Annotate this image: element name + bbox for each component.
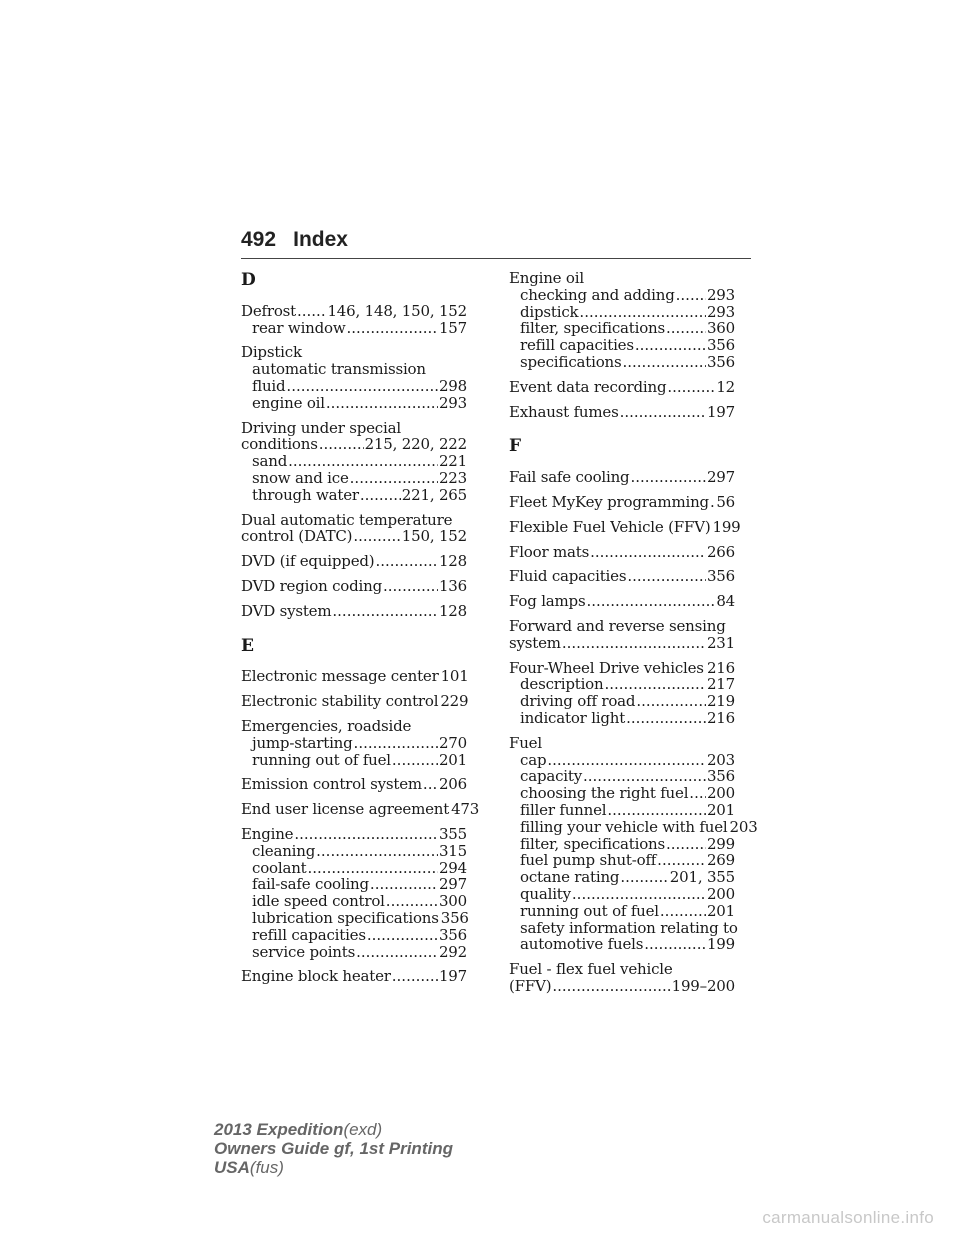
dot-leader — [622, 354, 705, 371]
dot-leader — [297, 303, 326, 320]
index-subentry — [509, 836, 735, 853]
page-reference[interactable]: 84 — [716, 592, 735, 611]
dot-leader — [294, 826, 438, 843]
page-reference[interactable]: 199–200 — [671, 976, 735, 995]
index-subentry — [509, 710, 735, 727]
index-term: control (DATC) — [241, 527, 353, 546]
index-term: DVD region coding — [241, 576, 382, 595]
index-term-line — [241, 693, 467, 710]
index-subentry — [241, 487, 467, 504]
index-subentry — [241, 876, 467, 893]
index-term: Engine — [241, 824, 294, 843]
index-entry — [509, 469, 735, 486]
page-reference[interactable]: 229 — [440, 692, 469, 711]
page-reference[interactable]: 294 — [438, 858, 467, 877]
index-term-line — [241, 968, 467, 985]
index-subentry — [509, 693, 735, 710]
page-reference[interactable]: 300 — [438, 892, 467, 911]
index-term: filter, specifications — [520, 834, 665, 853]
index-term: lubrication specifications — [252, 908, 439, 927]
index-entry — [241, 800, 480, 819]
footer-model-code: (exd) — [343, 1120, 383, 1139]
index-term: DVD (if equipped) — [241, 552, 375, 571]
index-term-line — [241, 303, 467, 320]
index-term-line — [509, 270, 735, 287]
index-term: system — [509, 633, 561, 652]
index-subentry — [241, 735, 467, 752]
index-term: sand — [252, 452, 288, 471]
index-subentry — [241, 893, 467, 910]
footer-model: 2013 Expedition — [214, 1120, 344, 1139]
index-entry — [509, 544, 735, 561]
index-term-line — [509, 517, 741, 536]
dot-leader — [547, 752, 706, 769]
page-header — [241, 228, 751, 252]
index-term: fail-safe cooling — [252, 875, 369, 894]
page-reference[interactable]: 157 — [438, 318, 467, 337]
index-entry — [241, 553, 467, 570]
index-term: Fleet MyKey programming — [509, 492, 709, 511]
index-term: (FFV) — [509, 976, 552, 995]
index-subentry — [509, 869, 735, 886]
page-reference[interactable]: 101 — [440, 667, 469, 686]
index-subentry — [509, 785, 735, 802]
index-entry — [241, 668, 467, 685]
index-term: idle speed control — [252, 892, 385, 911]
index-entry — [509, 593, 735, 610]
index-term: Electronic message center — [241, 667, 439, 686]
index-term-line — [241, 776, 467, 793]
index-subentry — [509, 817, 758, 836]
dot-leader — [286, 378, 438, 395]
index-subentry — [509, 676, 735, 693]
dot-leader — [370, 876, 438, 893]
page-reference[interactable]: 293 — [706, 285, 735, 304]
index-term-line — [509, 404, 735, 421]
index-entry — [509, 660, 735, 727]
index-term: End user license agreement — [241, 800, 450, 819]
dot-leader — [644, 936, 706, 953]
index-subentry — [509, 802, 735, 819]
dot-leader — [332, 603, 438, 620]
index-subentry — [241, 395, 467, 412]
dot-leader — [657, 852, 706, 869]
page-reference[interactable]: 206 — [438, 775, 467, 794]
dot-leader — [620, 869, 668, 886]
index-term-line — [241, 553, 467, 570]
index-subentry — [509, 354, 735, 371]
index-term-line — [241, 512, 467, 529]
index-term: refill capacities — [252, 925, 366, 944]
dot-leader — [354, 735, 438, 752]
page-reference[interactable]: 356 — [440, 908, 469, 927]
page-reference[interactable]: 203 — [706, 750, 735, 769]
index-term-line — [509, 379, 735, 396]
index-term: Engine oil — [509, 269, 584, 287]
dot-leader — [316, 843, 438, 860]
index-term: coolant — [252, 858, 307, 877]
index-term: Fluid capacities — [509, 567, 627, 586]
section-letter: E — [241, 635, 254, 656]
index-subentry — [241, 470, 467, 487]
page-reference[interactable]: 217 — [706, 675, 735, 694]
index-term: Forward and reverse sensing — [509, 616, 726, 635]
index-term-line — [509, 544, 735, 561]
index-term-line — [509, 660, 735, 677]
index-term: safety information relating to — [520, 918, 738, 937]
page-reference[interactable]: 269 — [706, 851, 735, 870]
index-entry — [509, 733, 758, 954]
index-term: running out of fuel — [252, 750, 391, 769]
page-reference[interactable]: 197 — [438, 967, 467, 986]
index-subentry — [241, 378, 467, 395]
index-subentry — [509, 304, 735, 321]
dot-leader — [288, 453, 438, 470]
index-subentry — [509, 320, 735, 337]
page-reference[interactable]: 356 — [706, 567, 735, 586]
index-subentry — [509, 752, 735, 769]
index-term-line — [241, 344, 467, 361]
footer-market-code: (fus) — [249, 1158, 284, 1177]
dot-leader — [319, 436, 364, 453]
index-subentry — [241, 843, 467, 860]
footer-market: USA — [214, 1158, 250, 1177]
index-term-line — [509, 469, 735, 486]
index-subentry — [509, 337, 735, 354]
dot-leader — [392, 968, 438, 985]
index-entry — [241, 420, 467, 504]
index-entry — [241, 826, 467, 960]
index-subentry — [241, 910, 467, 927]
page-reference[interactable]: 201 — [706, 901, 735, 920]
page-reference[interactable]: 200 — [706, 784, 735, 803]
index-term: fuel pump shut-off — [520, 851, 657, 870]
index-term-line — [241, 436, 467, 453]
page-reference[interactable]: 356 — [706, 767, 735, 786]
dot-leader — [710, 494, 715, 511]
index-term: Defrost — [241, 301, 296, 320]
index-term: engine oil — [252, 393, 325, 412]
index-term-line — [509, 568, 735, 585]
index-term: choosing the right fuel — [520, 784, 689, 803]
index-entry — [241, 718, 467, 768]
dot-leader — [326, 395, 438, 412]
index-term: Driving under special — [241, 418, 401, 437]
index-entry — [509, 517, 741, 536]
index-term-line — [241, 420, 467, 437]
index-term: Engine block heater — [241, 967, 391, 986]
index-term-line — [241, 528, 467, 545]
page-reference[interactable]: 221 — [438, 452, 467, 471]
page-reference[interactable]: 355 — [438, 824, 467, 843]
page-reference[interactable]: 298 — [438, 376, 467, 395]
index-term: fluid — [252, 376, 286, 395]
index-term: conditions — [241, 435, 318, 454]
dot-leader — [630, 469, 706, 486]
index-entry — [509, 961, 735, 995]
index-term: Event data recording — [509, 377, 667, 396]
index-subentry — [241, 944, 467, 961]
index-term: rear window — [252, 318, 346, 337]
dot-leader — [552, 978, 670, 995]
index-term-line — [241, 603, 467, 620]
page-reference[interactable]: 293 — [706, 302, 735, 321]
index-term: Emergencies, roadside — [241, 716, 412, 735]
page-reference[interactable]: 219 — [706, 692, 735, 711]
index-term: dipstick — [520, 302, 579, 321]
page-reference[interactable]: 360 — [706, 319, 735, 338]
page-reference[interactable]: 56 — [716, 492, 735, 511]
index-column-right — [509, 269, 758, 995]
index-term-line — [509, 618, 735, 635]
index-entry — [509, 379, 735, 396]
page-reference[interactable]: 223 — [438, 468, 467, 487]
page-reference[interactable]: 297 — [438, 875, 467, 894]
index-term: DVD system — [241, 601, 332, 620]
watermark: carmanualsonline.info — [762, 1208, 934, 1227]
index-entry — [509, 494, 735, 511]
dot-leader — [383, 578, 438, 595]
index-term: Floor mats — [509, 542, 590, 561]
page-reference[interactable]: 203 — [729, 817, 758, 836]
page-reference[interactable]: 356 — [438, 925, 467, 944]
page-reference[interactable]: 266 — [706, 542, 735, 561]
index-entry — [241, 603, 467, 620]
index-term: Dipstick — [241, 343, 302, 362]
index-term-line — [509, 635, 735, 652]
index-entry — [241, 303, 467, 337]
index-entry — [241, 344, 467, 411]
page-reference[interactable]: 128 — [438, 552, 467, 571]
dot-leader — [562, 635, 706, 652]
index-term: Fail safe cooling — [509, 468, 630, 487]
dot-leader — [360, 487, 401, 504]
page-reference[interactable]: 136 — [438, 576, 467, 595]
index-term: Dual automatic temperature — [241, 510, 453, 529]
page-reference[interactable]: 216 — [706, 658, 735, 677]
page-reference[interactable]: 201, 355 — [669, 868, 735, 887]
section-letter: D — [241, 270, 256, 290]
page-reference[interactable]: 146, 148, 150, 152 — [327, 301, 467, 320]
dot-leader — [667, 379, 715, 396]
index-entry — [509, 270, 735, 371]
index-term: indicator light — [520, 708, 626, 727]
index-term-line — [241, 800, 480, 819]
index-term: refill capacities — [520, 336, 634, 355]
dot-leader — [392, 752, 438, 769]
dot-leader — [620, 404, 706, 421]
index-subentry — [509, 886, 735, 903]
index-term: Fog lamps — [509, 592, 586, 611]
dot-leader — [627, 568, 706, 585]
index-term-line — [509, 494, 735, 511]
index-term-line — [241, 718, 467, 735]
page-reference[interactable]: 315 — [438, 841, 467, 860]
index-term: running out of fuel — [520, 901, 659, 920]
index-term-line — [241, 826, 467, 843]
page-title: Index — [293, 228, 348, 251]
index-term: automatic transmission — [252, 360, 426, 379]
dot-leader — [350, 470, 438, 487]
index-term-line — [509, 735, 735, 752]
index-entry — [241, 512, 467, 546]
index-term: Exhaust fumes — [509, 402, 619, 421]
index-entry — [509, 568, 735, 585]
index-term: Electronic stability control — [241, 692, 439, 711]
dot-leader — [386, 893, 438, 910]
index-subentry — [241, 320, 467, 337]
index-term: checking and adding — [520, 285, 675, 304]
index-term: Fuel - flex fuel vehicle — [509, 960, 673, 979]
index-term: filling your vehicle with fuel — [520, 817, 728, 836]
document-footer — [214, 1120, 453, 1177]
page-reference[interactable]: 150, 152 — [401, 527, 467, 546]
section-letter: F — [509, 436, 521, 457]
index-entry — [241, 968, 467, 985]
index-entry — [509, 618, 735, 652]
dot-leader — [666, 836, 706, 853]
page-reference[interactable]: 292 — [438, 942, 467, 961]
dot-leader — [666, 320, 706, 337]
dot-leader — [308, 860, 438, 877]
index-term: Emission control system — [241, 775, 422, 794]
footer-guide: Owners Guide gf, 1st Printing — [214, 1139, 453, 1158]
index-subentry — [241, 927, 467, 944]
index-subentry — [509, 852, 735, 869]
index-term: Fuel — [509, 733, 542, 752]
page-reference[interactable]: 201 — [438, 750, 467, 769]
page-reference[interactable]: 356 — [706, 336, 735, 355]
index-term: capacity — [520, 767, 582, 786]
page-reference[interactable]: 216 — [706, 708, 735, 727]
dot-leader — [607, 802, 706, 819]
page-reference[interactable]: 293 — [438, 393, 467, 412]
index-term: quality — [520, 884, 571, 903]
dot-leader — [676, 287, 706, 304]
index-entry — [241, 578, 467, 595]
index-term: driving off road — [520, 692, 636, 711]
index-subentry — [509, 903, 735, 920]
index-term-line — [241, 578, 467, 595]
index-subentry — [509, 936, 735, 953]
page-reference[interactable]: 231 — [706, 633, 735, 652]
page-reference[interactable]: 473 — [451, 800, 480, 819]
index-entry — [241, 776, 467, 793]
index-term: Flexible Fuel Vehicle (FFV) — [509, 517, 711, 536]
index-term: Four-Wheel Drive vehicles — [509, 658, 704, 677]
page-reference[interactable]: 197 — [706, 402, 735, 421]
page-reference[interactable]: 270 — [438, 733, 467, 752]
index-subentry — [241, 752, 467, 769]
index-subentry — [241, 860, 467, 877]
index-term: description — [520, 675, 604, 694]
index-term: through water — [252, 485, 359, 504]
index-subentry — [241, 361, 467, 378]
index-term-line — [241, 668, 467, 685]
page-reference[interactable]: 12 — [716, 377, 735, 396]
dot-leader — [636, 693, 706, 710]
page-reference[interactable]: 221, 265 — [401, 485, 467, 504]
index-subentry — [509, 768, 735, 785]
page-reference[interactable]: 200 — [706, 884, 735, 903]
index-term-line — [509, 978, 735, 995]
page-number: 492 — [241, 228, 277, 251]
index-entry — [241, 693, 467, 710]
dot-leader — [356, 944, 438, 961]
dot-leader — [705, 660, 706, 677]
page-reference[interactable]: 128 — [438, 601, 467, 620]
dot-leader — [635, 337, 706, 354]
dot-leader — [572, 886, 706, 903]
dot-leader — [367, 927, 438, 944]
dot-leader — [579, 304, 706, 321]
index-term-line — [509, 593, 735, 610]
dot-leader — [423, 776, 438, 793]
dot-leader — [375, 553, 438, 570]
page-reference[interactable]: 299 — [706, 834, 735, 853]
page-reference[interactable]: 215, 220, 222 — [364, 435, 467, 454]
index-term: automotive fuels — [520, 935, 644, 954]
header-rule — [241, 258, 751, 259]
page-reference[interactable]: 199 — [706, 935, 735, 954]
page-reference[interactable]: 356 — [706, 352, 735, 371]
index-subentry — [509, 918, 738, 937]
dot-leader — [626, 710, 706, 727]
index-term: octane rating — [520, 868, 620, 887]
dot-leader — [604, 676, 706, 693]
page-reference[interactable]: 297 — [706, 468, 735, 487]
index-term: snow and ice — [252, 468, 349, 487]
index-term: jump-starting — [252, 733, 353, 752]
dot-leader — [689, 785, 706, 802]
index-term: service points — [252, 942, 356, 961]
index-subentry — [509, 287, 735, 304]
dot-leader — [583, 768, 706, 785]
dot-leader — [660, 903, 706, 920]
index-column-left — [241, 270, 480, 986]
index-term: cleaning — [252, 841, 316, 860]
index-term: cap — [520, 750, 547, 769]
index-term: filter, specifications — [520, 319, 665, 338]
index-term: filler funnel — [520, 800, 607, 819]
dot-leader — [590, 544, 706, 561]
index-entry — [509, 404, 735, 421]
dot-leader — [347, 320, 438, 337]
dot-leader — [586, 593, 715, 610]
page-reference[interactable]: 199 — [712, 517, 741, 536]
index-subentry — [241, 453, 467, 470]
page-reference[interactable]: 201 — [706, 800, 735, 819]
index-term-line — [509, 961, 735, 978]
index-term: specifications — [520, 352, 622, 371]
dot-leader — [353, 528, 400, 545]
